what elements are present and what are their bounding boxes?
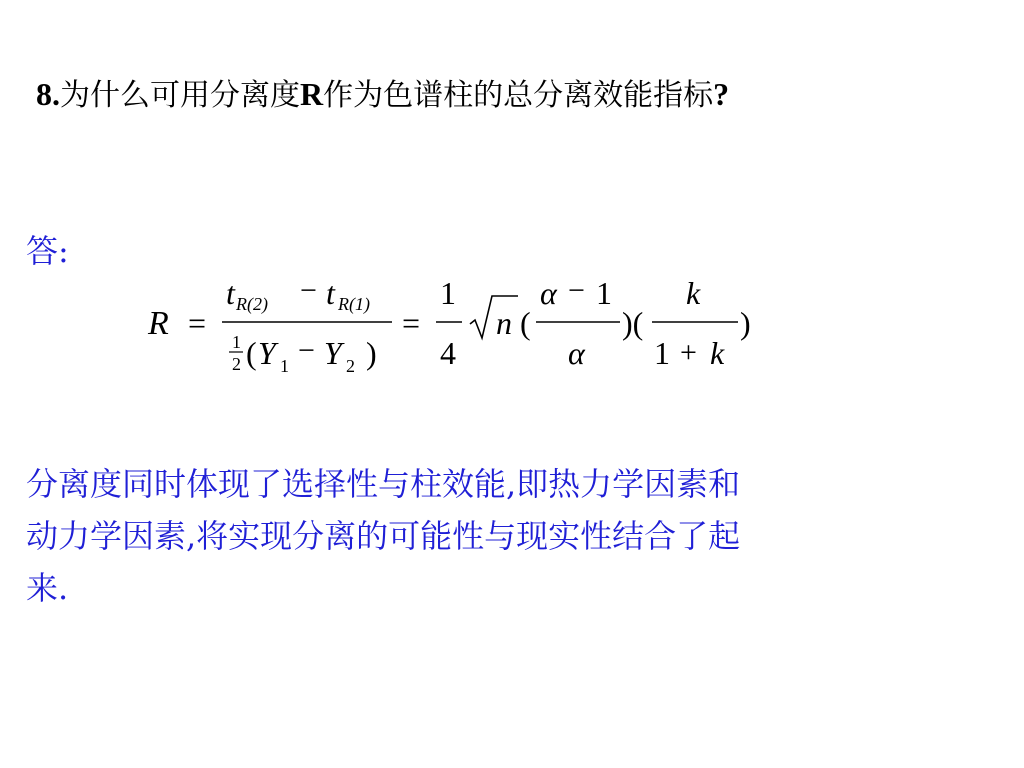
formula-minus-2: − xyxy=(298,334,315,367)
question-number: 8. xyxy=(36,76,60,112)
question-text-part1: 为什么可用分离度 xyxy=(60,78,300,113)
explanation-line-2: 动力学因素,将实现分离的可能性与现实性结合了起 xyxy=(26,517,741,555)
formula-sub-1: 1 xyxy=(280,356,289,376)
formula-alpha-num: α xyxy=(540,275,557,311)
answer-explanation xyxy=(26,458,926,614)
formula-sub-r1: R(1) xyxy=(338,294,370,314)
formula-n: n xyxy=(496,305,512,341)
formula-minus-3: − xyxy=(568,274,585,307)
formula-sub-r2: R(2) xyxy=(236,294,268,314)
formula-one-num: 1 xyxy=(596,275,612,311)
resolution-formula xyxy=(140,268,780,388)
question-text-part2: 作为色谱柱的总分离效能指标 xyxy=(323,78,714,113)
formula-half-den: 2 xyxy=(232,354,241,374)
formula-quarter-den: 4 xyxy=(440,335,456,371)
formula-paren-open-1: ( xyxy=(246,335,257,371)
formula-y2: Y xyxy=(324,335,342,371)
formula-mid-parens: )( xyxy=(622,305,644,341)
formula-k-num: k xyxy=(686,275,701,311)
formula-plus: + xyxy=(680,336,697,369)
formula-equals-2: = xyxy=(402,305,421,341)
formula-paren-close-2: ) xyxy=(740,305,751,341)
explanation-line-1: 分离度同时体现了选择性与柱效能,即热力学因素和 xyxy=(26,465,741,503)
question-symbol-r: R xyxy=(300,76,324,112)
formula-y1: Y xyxy=(258,335,276,371)
formula-lhs-r: R xyxy=(148,305,169,342)
formula-sub-2: 2 xyxy=(346,356,355,376)
formula-one-den: 1 xyxy=(654,335,670,371)
question-heading xyxy=(36,70,729,114)
formula-t-r1: t xyxy=(326,275,335,311)
formula-k-den: k xyxy=(710,335,725,371)
formula-t-r2: t xyxy=(226,275,235,311)
formula-paren-open-2: ( xyxy=(520,305,531,341)
formula-minus-1: − xyxy=(300,274,317,307)
formula-alpha-den: α xyxy=(568,335,585,371)
formula-quarter-num: 1 xyxy=(440,275,456,311)
explanation-line-3: 来. xyxy=(26,569,69,607)
question-mark: ? xyxy=(713,76,730,112)
formula-half-num: 1 xyxy=(232,332,241,352)
formula-paren-close-1: ) xyxy=(366,335,377,371)
formula-equals-1: = xyxy=(188,305,207,341)
answer-label: 答: xyxy=(26,232,69,270)
